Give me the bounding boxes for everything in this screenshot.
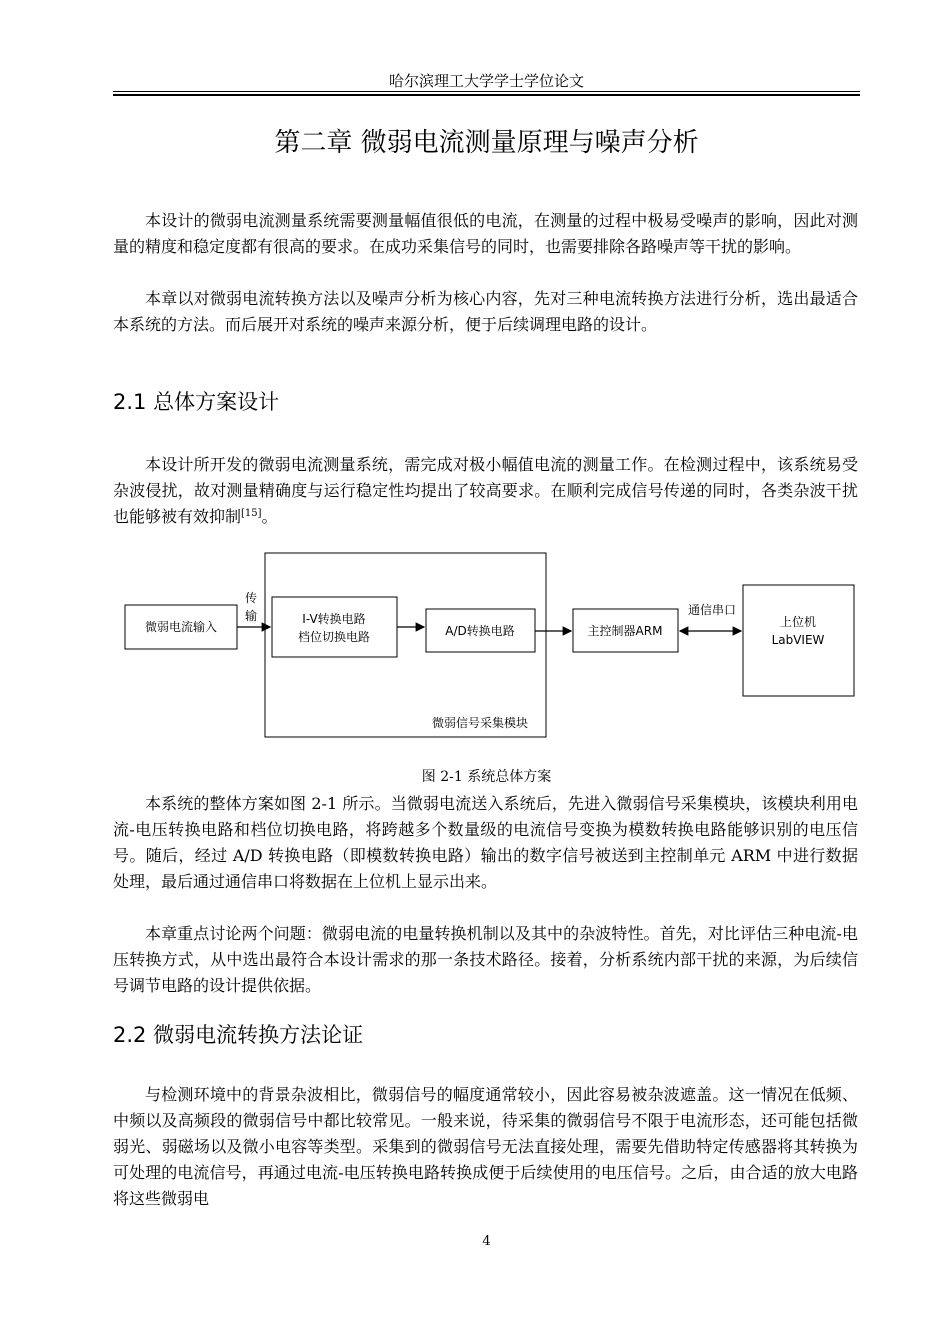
section-2-1-paragraph-1 <box>113 452 858 530</box>
acquisition-module-frame <box>265 553 546 737</box>
chapter-title: 第二章 微弱电流测量原理与噪声分析 <box>274 128 699 158</box>
intro-paragraph-2: 本章以对微弱电流转换方法以及噪声分析为核心内容，先对三种电流转换方法进行分析，选出最适合本系统的方法。而后展开对系统的噪声来源分析，便于后续调理电路的设计。 <box>113 289 858 334</box>
paragraph-end: 。 <box>261 507 278 526</box>
running-header: 哈尔滨理工大学学士学位论文 <box>388 72 584 90</box>
header-rule-thin <box>113 91 860 92</box>
transfer-label-top: 传 <box>244 591 258 605</box>
block-diagram-svg <box>113 548 860 748</box>
paragraph-text: 本设计所开发的微弱电流测量系统，需完成对极小幅值电流的测量工作。在检测过程中，该系统易受杂波侵扰，故对测量精确度与运行稳定性均提出了较高要求。在顺利完成信号传递的同时，各类杂波干扰也能够被有效抑制 <box>113 455 858 526</box>
ad-block-label: A/D转换电路 <box>445 624 515 638</box>
section-2-1-paragraph-3: 本章重点讨论两个问题：微弱电流的电量转换机制以及其中的杂波特性。首先，对比评估三种电流-电压转换方式，从中选出最符合本设计需求的那一条技术路径。接着，分析系统内部干扰的来源，为后续信号调节电路的设计提供依据。 <box>113 924 858 995</box>
iv-block-label-1: I-V转换电路 <box>302 612 366 626</box>
section-heading-2-2: 2.2 微弱电流转换方法论证 <box>113 1023 364 1047</box>
mcu-block-label: 主控制器ARM <box>587 624 663 638</box>
transfer-label-bottom: 输 <box>244 609 258 623</box>
page-number: 4 <box>482 1234 491 1249</box>
section-2-1-paragraph-2: 本系统的整体方案如图 2-1 所示。当微弱电流送入系统后，先进入微弱信号采集模块，该模块利用电流-电压转换电路和档位切换电路，将跨越多个数量级的电流信号变换为模数转换电路能够识别的电压信号。随后，经过 A/D 转换电路（即模数转换电路）输出的数字信号被送到主控制单元 ARM 中进行数据处理，最后通过通信串口将数据在上位机上显示出来。 <box>113 794 858 891</box>
input-block-label: 微弱电流输入 <box>144 620 218 634</box>
section-2-2-paragraph-1: 与检测环境中的背景杂波相比，微弱信号的幅度通常较小，因此容易被杂波遮盖。这一情况在低频、中频以及高频段的微弱信号中都比较常见。一般来说，待采集的微弱信号不限于电流形态，还可能包括微弱光、弱磁场以及微小电容等类型。采集到的微弱信号无法直接处理，需要先借助特定传感器将其转换为可处理的电流信号，再通过电流-电压转换电路转换成便于后续使用的电压信号。之后，由合适的放大电路将这些微弱电 <box>113 1085 858 1208</box>
host-pc-label-1: 上位机 <box>779 615 817 629</box>
header-rule-thick <box>113 94 860 96</box>
section-heading-2-1: 2.1 总体方案设计 <box>113 390 280 414</box>
acquisition-module-label: 微弱信号采集模块 <box>431 716 529 730</box>
intro-paragraph-1: 本设计的微弱电流测量系统需要测量幅值很低的电流，在测量的过程中极易受噪声的影响，因此对测量的精度和稳定度都有很高的要求。在成功采集信号的同时，也需要排除各路噪声等干扰的影响。 <box>113 211 858 256</box>
serial-port-label: 通信串口 <box>687 603 737 617</box>
host-pc-label-2: LabVIEW <box>771 633 825 647</box>
figure-caption: 图 2-1 系统总体方案 <box>421 769 552 785</box>
iv-converter-block <box>272 597 397 657</box>
citation: [15] <box>241 508 262 519</box>
iv-block-label-2: 档位切换电路 <box>297 630 371 644</box>
system-block-diagram <box>113 548 860 748</box>
